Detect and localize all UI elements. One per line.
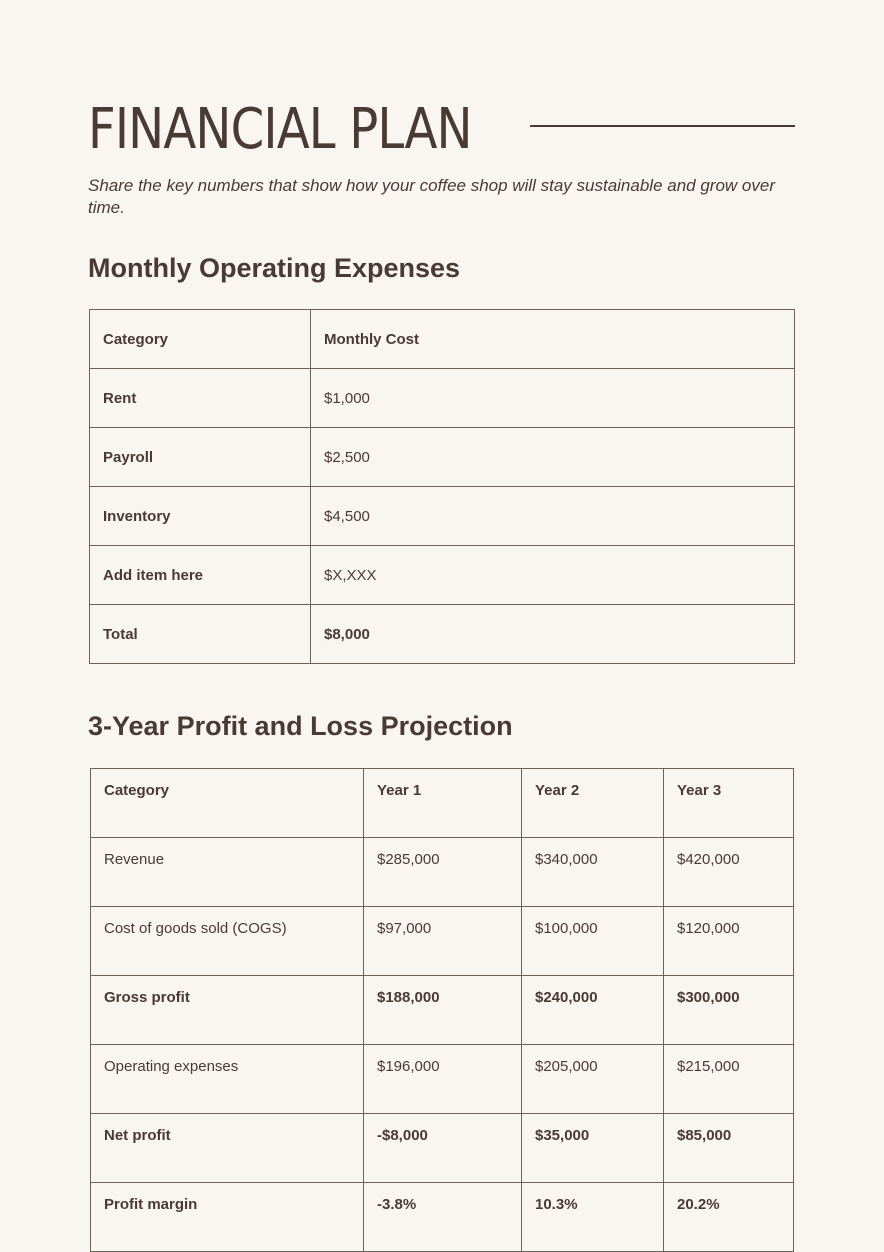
- year3-cell: $215,000: [664, 1045, 794, 1114]
- table-row: [91, 976, 794, 1045]
- year3-cell: $120,000: [664, 907, 794, 976]
- year1-cell: $196,000: [364, 1045, 522, 1114]
- table-row: [90, 428, 795, 487]
- category-cell: Inventory: [90, 487, 311, 546]
- expenses-table: [89, 309, 795, 664]
- year1-cell: -3.8%: [364, 1183, 522, 1252]
- year2-cell: 10.3%: [522, 1183, 664, 1252]
- table-row: [91, 838, 794, 907]
- year2-cell: $240,000: [522, 976, 664, 1045]
- table-row: [90, 487, 795, 546]
- table-row: [90, 369, 795, 428]
- table-row: [91, 1045, 794, 1114]
- year1-cell: $97,000: [364, 907, 522, 976]
- year2-cell: $35,000: [522, 1114, 664, 1183]
- total-row: [90, 605, 795, 664]
- column-header: Monthly Cost: [311, 310, 795, 369]
- category-cell: Rent: [90, 369, 311, 428]
- year2-cell: $340,000: [522, 838, 664, 907]
- projection-table: [90, 768, 794, 1252]
- year3-cell: $85,000: [664, 1114, 794, 1183]
- table-header-row: [91, 769, 794, 838]
- column-header: Year 1: [364, 769, 522, 838]
- year3-cell: 20.2%: [664, 1183, 794, 1252]
- year1-cell: -$8,000: [364, 1114, 522, 1183]
- table-row: [91, 1183, 794, 1252]
- category-cell: Net profit: [91, 1114, 364, 1183]
- table-row: [91, 907, 794, 976]
- column-header: Category: [91, 769, 364, 838]
- cost-cell: $4,500: [311, 487, 795, 546]
- year3-cell: $420,000: [664, 838, 794, 907]
- category-cell: Gross profit: [91, 976, 364, 1045]
- year1-cell: $285,000: [364, 838, 522, 907]
- table-header-row: [90, 310, 795, 369]
- column-header: Year 3: [664, 769, 794, 838]
- page-title: FINANCIAL PLAN: [88, 97, 472, 162]
- category-cell: Revenue: [91, 838, 364, 907]
- year3-cell: $300,000: [664, 976, 794, 1045]
- title-divider: [530, 125, 795, 127]
- cost-cell: $X,XXX: [311, 546, 795, 605]
- year1-cell: $188,000: [364, 976, 522, 1045]
- year2-cell: $205,000: [522, 1045, 664, 1114]
- projection-heading: 3-Year Profit and Loss Projection: [88, 711, 513, 741]
- category-cell: Payroll: [90, 428, 311, 487]
- category-cell: Total: [90, 605, 311, 664]
- cost-cell: $1,000: [311, 369, 795, 428]
- page-subtitle: Share the key numbers that show how your coffee shop will stay sustainable and grow over time.: [88, 176, 775, 217]
- cost-cell: $8,000: [311, 605, 795, 664]
- category-cell: Operating expenses: [91, 1045, 364, 1114]
- column-header: Category: [90, 310, 311, 369]
- category-cell: Add item here: [90, 546, 311, 605]
- table-row: [91, 1114, 794, 1183]
- category-cell: Profit margin: [91, 1183, 364, 1252]
- cost-cell: $2,500: [311, 428, 795, 487]
- column-header: Year 2: [522, 769, 664, 838]
- expenses-heading: Monthly Operating Expenses: [88, 253, 461, 283]
- table-row: [90, 546, 795, 605]
- year2-cell: $100,000: [522, 907, 664, 976]
- category-cell: Cost of goods sold (COGS): [91, 907, 364, 976]
